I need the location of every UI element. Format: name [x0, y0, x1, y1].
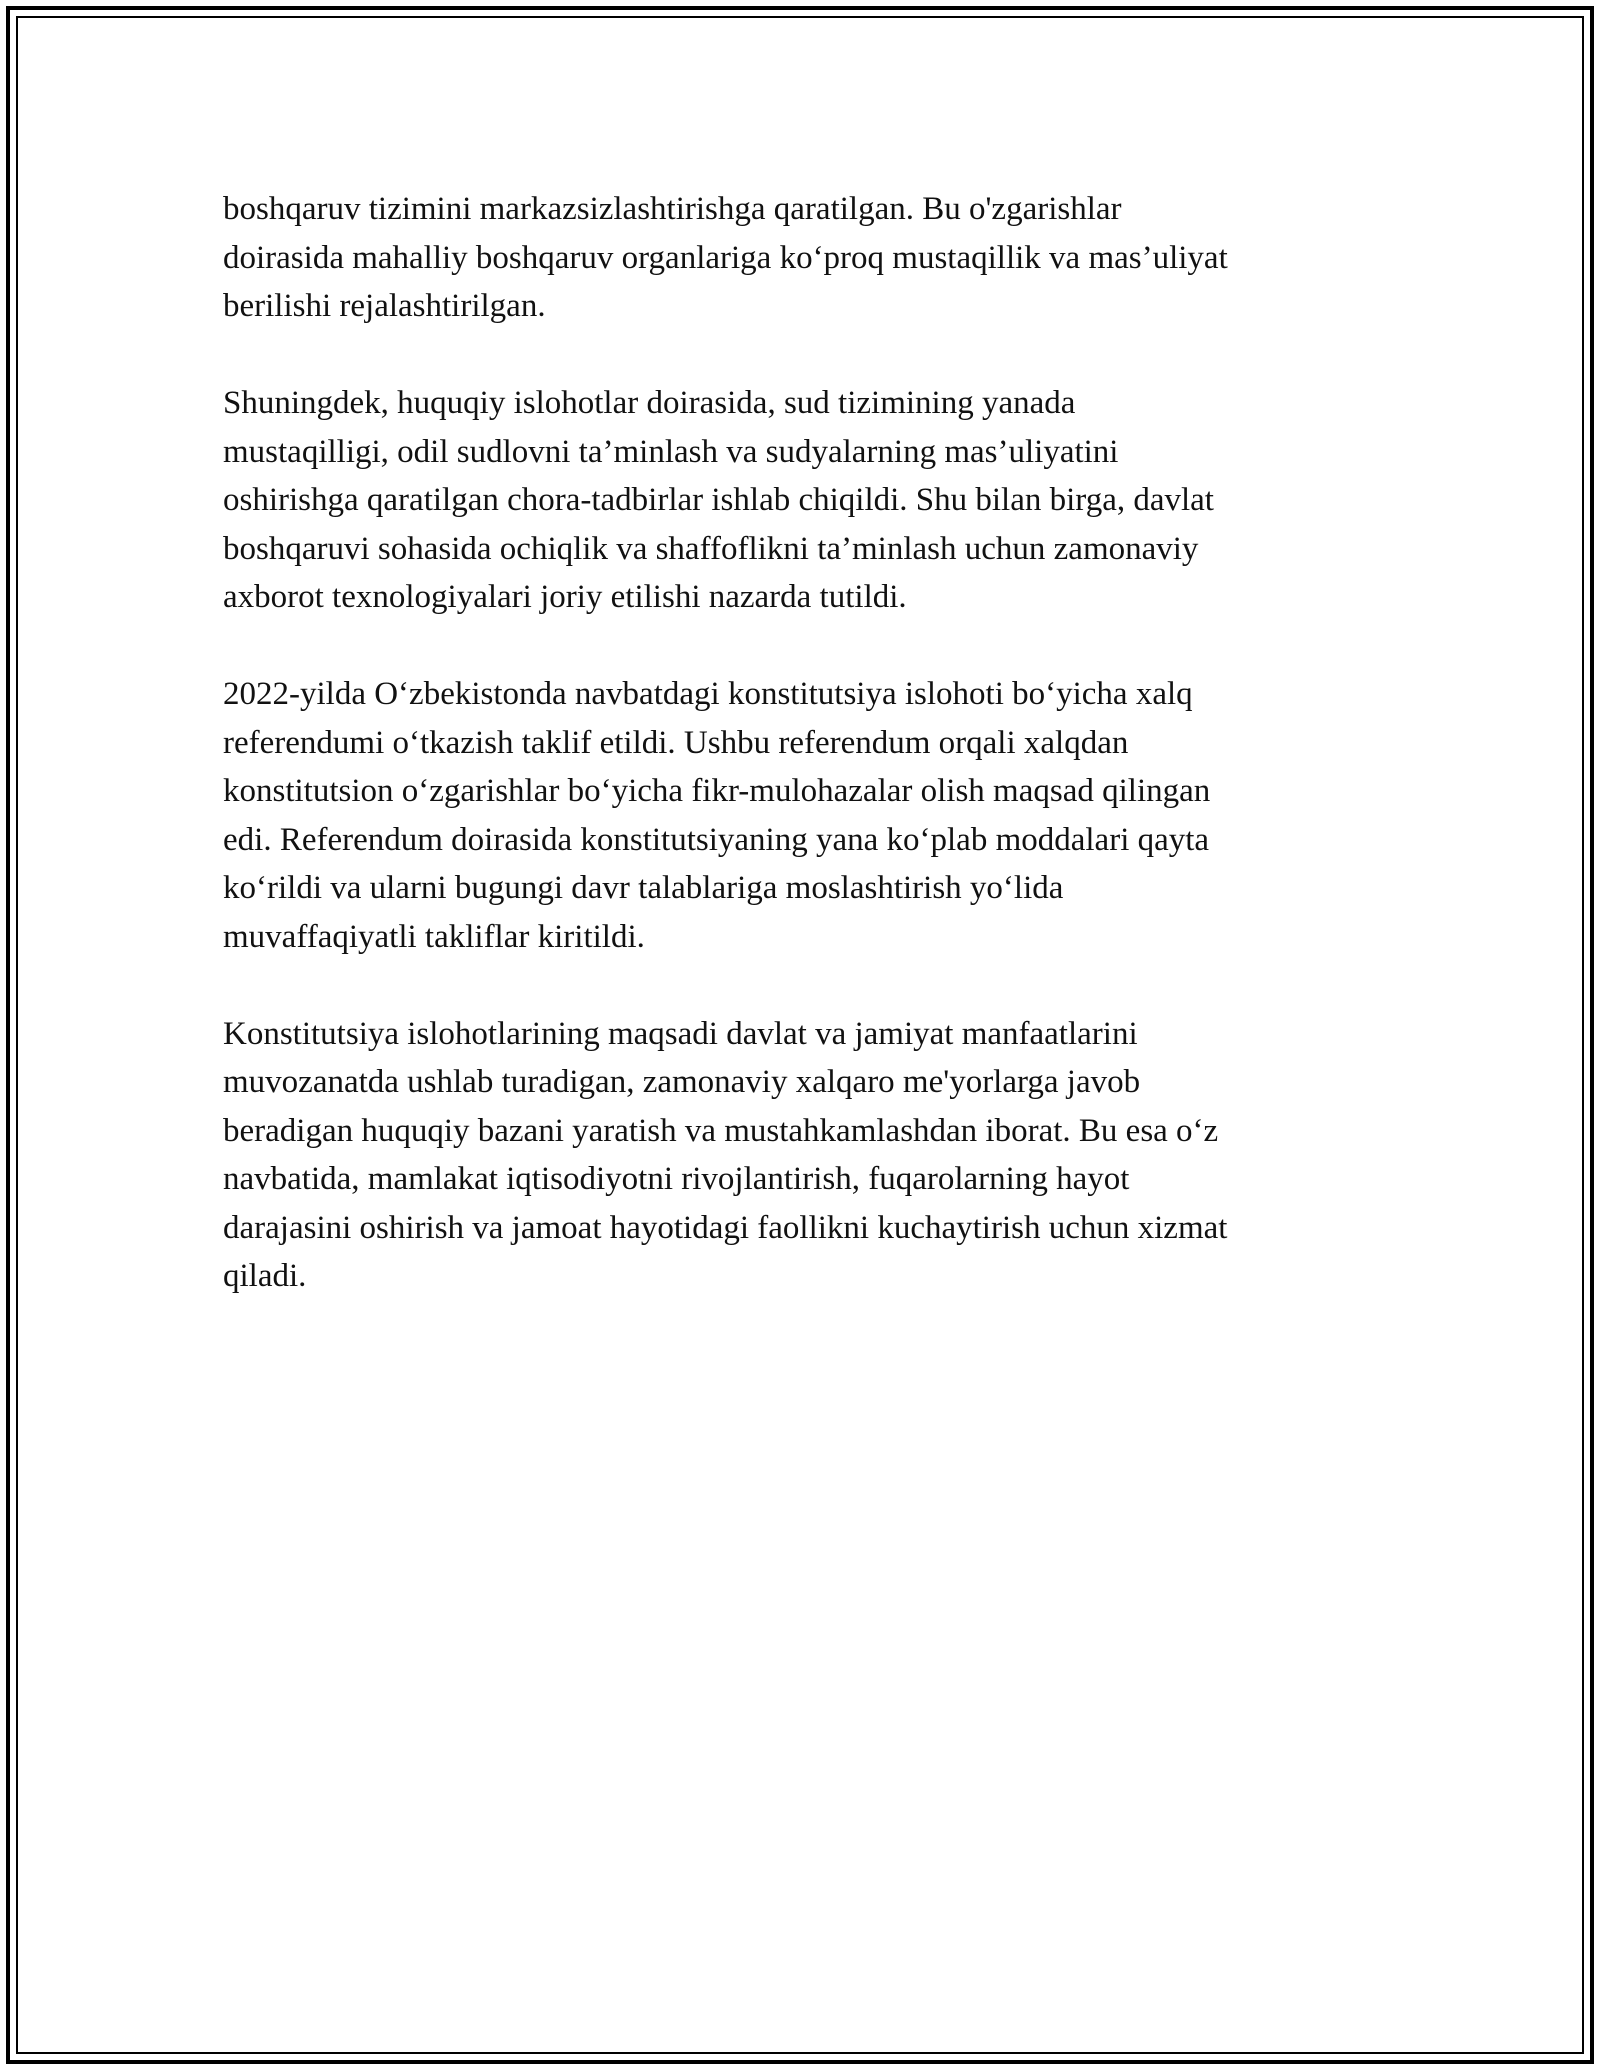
- paragraph-1: [223, 185, 1373, 331]
- paragraph-3: [223, 670, 1373, 961]
- paragraph-2: [223, 379, 1373, 622]
- paragraph-line: navbatida, mamlakat iqtisodiyotni rivojlantirish, fuqarolarning hayot: [223, 1161, 1130, 1197]
- paragraph-line: doirasida mahalliy boshqaruv organlariga ko‘proq mustaqillik va mas’uliyat: [223, 239, 1228, 276]
- paragraph-line: ko‘rildi va ularni bugungi davr talablariga moslashtirish yo‘lida: [223, 870, 1064, 906]
- paragraph-4: [223, 1010, 1373, 1301]
- paragraph-line: Shuningdek, huquqiy islohotlar doirasida, sud tizimining yanada: [223, 385, 1076, 421]
- paragraph-line: axborot texnologiyalari joriy etilishi nazarda tutildi.: [223, 579, 907, 615]
- paragraph-line: beradigan huquqiy bazani yaratish va mustahkamlashdan iborat. Bu esa o‘z: [223, 1112, 1219, 1149]
- paragraph-line: qiladi.: [223, 1258, 307, 1294]
- paragraph-line: Konstitutsiya islohotlarining maqsadi davlat va jamiyat manfaatlarini: [223, 1015, 1138, 1052]
- paragraph-line: boshqaruvi sohasida ochiqlik va shaffoflikni ta’minlash uchun zamonaviy: [223, 530, 1199, 567]
- paragraph-line: 2022-yilda O‘zbekistonda navbatdagi konstitutsiya islohoti bo‘yicha xalq: [223, 676, 1193, 712]
- paragraph-line: oshirishga qaratilgan chora-tadbirlar ishlab chiqildi. Shu bilan birga, davlat: [223, 482, 1214, 518]
- paragraph-line: mustaqilligi, odil sudlovni ta’minlash va sudyalarning mas’uliyatini: [223, 433, 1119, 470]
- paragraph-line: konstitutsion o‘zgarishlar bo‘yicha fikr-mulohazalar olish maqsad qilingan: [223, 773, 1211, 809]
- paragraph-line: referendumi o‘tkazish taklif etildi. Ushbu referendum orqali xalqdan: [223, 724, 1129, 761]
- paragraph-line: berilishi rejalashtirilgan.: [223, 288, 546, 324]
- paragraph-line: muvaffaqiyatli takliflar kiritildi.: [223, 918, 645, 955]
- paragraph-line: darajasini oshirish va jamoat hayotidagi faollikni kuchaytirish uchun xizmat: [223, 1209, 1228, 1246]
- document-body: [223, 185, 1373, 1349]
- paragraph-line: muvozanatda ushlab turadigan, zamonaviy xalqaro me'yorlarga javob: [223, 1064, 1141, 1100]
- paragraph-line: boshqaruv tizimini markazsizlashtirishga qaratilgan. Bu o'zgarishlar: [223, 191, 1122, 227]
- paragraph-line: edi. Referendum doirasida konstitutsiyaning yana ko‘plab moddalari qayta: [223, 821, 1210, 858]
